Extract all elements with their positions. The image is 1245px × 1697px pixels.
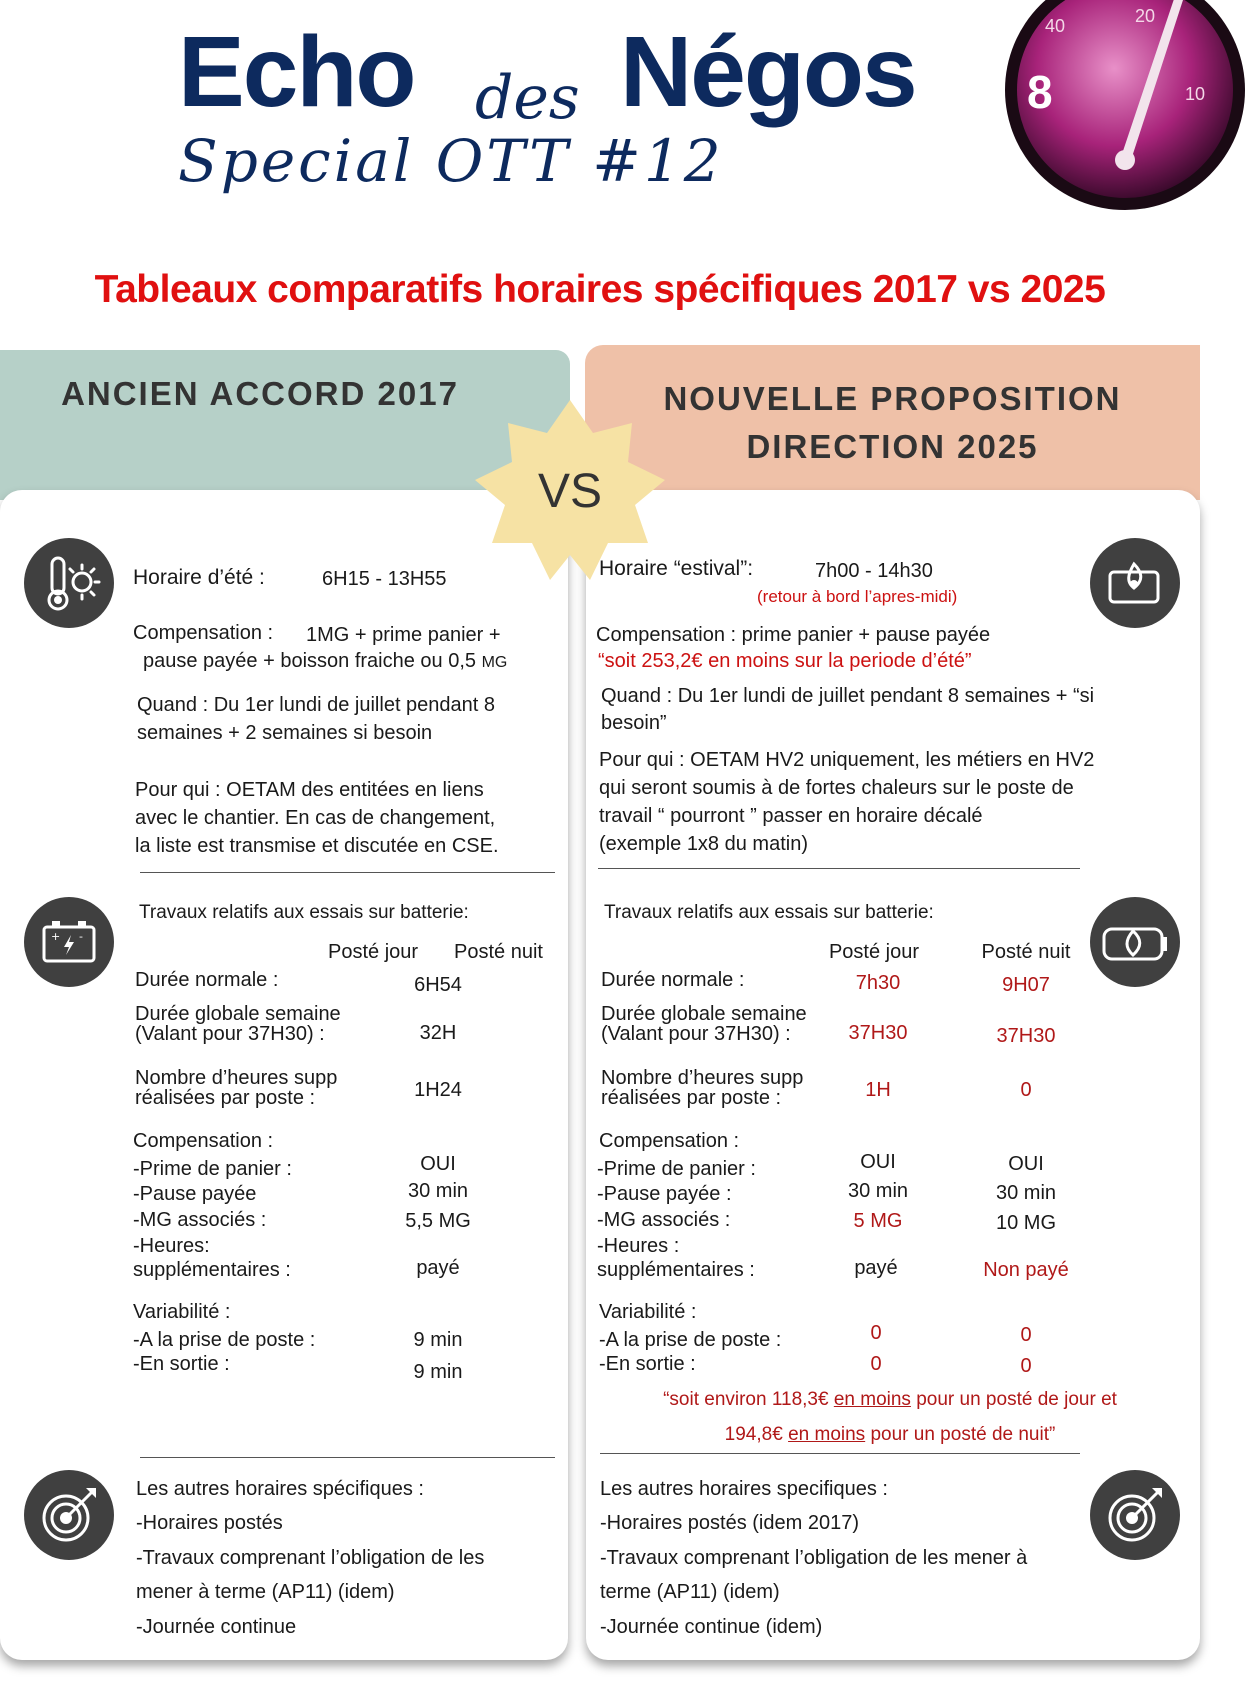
left-ete-comp-label: Compensation : <box>133 622 274 644</box>
right-sortie: -En sortie : <box>599 1353 696 1375</box>
left-hs-2: supplémentaires : <box>133 1259 291 1281</box>
left-autres-item2a: -Travaux comprenant l’obligation de les <box>136 1547 485 1569</box>
left-batt-title: Travaux relatifs aux essais sur batterie: <box>139 902 469 923</box>
right-col-nuit: Posté nuit <box>981 941 1071 963</box>
left-duree-normale: Durée normale : <box>135 969 279 991</box>
main-title: Tableaux comparatifs horaires spécifiques 2017 vs 2025 <box>94 268 1106 311</box>
right-autres-title: Les autres horaires specifiques : <box>600 1478 888 1500</box>
right-prise-nuit: 0 <box>1020 1324 1032 1346</box>
left-duree-globale <box>135 1004 341 1044</box>
right-ete-qui-2: qui seront soumis à de fortes chaleurs sur le poste de <box>599 777 1074 799</box>
right-soit-line1 <box>590 1387 1190 1413</box>
left-autres-item1: -Horaires postés <box>136 1512 283 1534</box>
right-duree-globale-2: (Valant pour 37H30) : <box>601 1023 791 1045</box>
stopwatch-number: 8 <box>1027 66 1053 118</box>
right-ete-qui-1: Pour qui : OETAM HV2 uniquement, les métiers en HV2 <box>599 749 1095 771</box>
right-header-line1: NOUVELLE PROPOSITION <box>663 380 1122 417</box>
right-variabilite: Variabilité : <box>599 1301 697 1323</box>
right-ete-qui-3: travail “ pourront ” passer en horaire décalé <box>599 805 983 827</box>
left-duree-normale-jour: 6H54 <box>414 974 462 996</box>
left-ete-label: Horaire d’été : <box>133 566 265 589</box>
right-soit-2b: en moins <box>788 1424 866 1445</box>
right-hs-2: supplémentaires : <box>597 1259 755 1281</box>
right-autres-item3: -Journée continue (idem) <box>600 1616 823 1638</box>
title-echo: Echo <box>178 16 415 128</box>
left-divider-2 <box>140 1457 555 1458</box>
right-batt-title: Travaux relatifs aux essais sur batterie: <box>604 902 934 923</box>
left-ete-quand-1: Quand : Du 1er lundi de juillet pendant 8 <box>137 694 496 716</box>
right-soit-2c: pour un posté de nuit” <box>865 1424 1056 1445</box>
subtitle-special: Special OTT #12 <box>178 127 724 195</box>
left-duree-globale-1: Durée globale semaine <box>135 1003 341 1025</box>
right-duree-normale-nuit: 9H07 <box>1002 974 1050 996</box>
left-autres-title: Les autres horaires spécifiques : <box>136 1478 424 1500</box>
right-duree-normale-jour: 7h30 <box>855 972 901 994</box>
left-heures-supp-1: Nombre d’heures supp <box>135 1067 338 1089</box>
right-heures-supp-1: Nombre d’heures supp <box>601 1067 804 1089</box>
stopwatch-image <box>1005 0 1245 240</box>
right-duree-globale-jour: 37H30 <box>848 1022 908 1044</box>
right-col-jour: Posté jour <box>828 941 920 963</box>
right-autres-item2b: terme (AP11) (idem) <box>600 1581 780 1603</box>
right-heures-supp-jour: 1H <box>865 1079 891 1101</box>
left-pause: -Pause payée <box>133 1183 257 1205</box>
left-variabilite: Variabilité : <box>133 1301 231 1323</box>
right-hs-1: -Heures : <box>597 1235 680 1257</box>
right-ete-hours: 7h00 - 14h30 <box>815 560 933 582</box>
right-prime: -Prime de panier : <box>597 1158 756 1180</box>
right-pause-nuit: 30 min <box>995 1182 1057 1204</box>
left-heures-supp-2: réalisées par poste : <box>135 1087 316 1109</box>
right-prime-nuit: OUI <box>1008 1153 1044 1175</box>
left-mg-jour: 5,5 MG <box>405 1210 471 1232</box>
right-sortie-nuit: 0 <box>1020 1355 1032 1377</box>
right-pause-jour: 30 min <box>847 1180 909 1202</box>
left-sortie: -En sortie : <box>133 1353 230 1375</box>
right-heures-supp <box>601 1068 803 1108</box>
right-mg-nuit: 10 MG <box>995 1212 1057 1234</box>
left-ete-comp-1: 1MG + prime panier + <box>306 624 501 646</box>
left-pause-jour: 30 min <box>407 1180 469 1202</box>
right-autres-item2a: -Travaux comprenant l’obligation de les mener à <box>600 1547 1028 1569</box>
right-header-line2: DIRECTION 2025 <box>746 428 1039 465</box>
left-ete-comp-mg: MG <box>481 654 508 671</box>
right-prise: -A la prise de poste : <box>599 1329 782 1351</box>
left-duree-globale-2: (Valant pour 37H30) : <box>135 1023 325 1045</box>
right-ete-retour: (retour à bord l’apres-midi) <box>757 587 958 606</box>
right-prime-jour: OUI <box>860 1151 896 1173</box>
svg-text:-: - <box>79 930 83 943</box>
right-duree-globale-nuit: 37H30 <box>996 1025 1056 1047</box>
left-duree-globale-jour: 32H <box>419 1022 457 1044</box>
right-ete-qui-4: (exemple 1x8 du matin) <box>599 833 808 855</box>
left-ete-qui-3: la liste est transmise et discutée en CSE. <box>135 835 499 857</box>
stopwatch-number: 10 <box>1185 84 1206 104</box>
left-sortie-jour: 9 min <box>413 1361 463 1383</box>
stopwatch-number: 40 <box>1045 16 1066 36</box>
right-heures-supp-2: réalisées par poste : <box>601 1087 782 1109</box>
right-mg: -MG associés : <box>597 1209 731 1231</box>
left-heures-supp-jour: 1H24 <box>414 1079 462 1101</box>
right-compensation: Compensation : <box>599 1130 740 1152</box>
title-des: des <box>475 63 580 133</box>
left-col-nuit: Posté nuit <box>454 941 543 963</box>
right-soit-1a: “soit environ 118,3€ <box>663 1389 834 1410</box>
right-autres-item1: -Horaires postés (idem 2017) <box>600 1512 859 1534</box>
left-ete-quand-2: semaines + 2 semaines si besoin <box>137 722 433 744</box>
right-duree-globale <box>601 1004 807 1044</box>
thermometer-sun-icon <box>24 538 114 628</box>
right-duree-normale: Durée normale : <box>601 969 745 991</box>
right-hs-jour: payé <box>854 1257 898 1279</box>
right-ete-quand-1: Quand : Du 1er lundi de juillet pendant 8 semaines + “si <box>601 685 1095 707</box>
right-divider-1 <box>598 868 1080 869</box>
right-duree-globale-1: Durée globale semaine <box>601 1003 807 1025</box>
left-autres-item2b: mener à terme (AP11) (idem) <box>136 1581 395 1603</box>
right-ete-comp: Compensation : prime panier + pause payée <box>596 624 991 646</box>
left-prime-jour: OUI <box>420 1153 456 1175</box>
right-hs-nuit: Non payé <box>983 1259 1069 1281</box>
svg-text:+: + <box>51 930 61 943</box>
left-hs-jour: payé <box>416 1257 460 1279</box>
left-col-jour: Posté jour <box>328 941 419 963</box>
right-ete-label: Horaire “estival”: <box>599 557 754 580</box>
battery-fire-icon <box>1090 897 1180 987</box>
right-prise-jour: 0 <box>870 1322 882 1344</box>
left-prise: -A la prise de poste : <box>133 1329 316 1351</box>
left-ete-comp-2 <box>143 648 507 676</box>
right-pause: -Pause payée : <box>597 1183 732 1205</box>
left-header-title: ANCIEN ACCORD 2017 <box>61 375 459 412</box>
left-prime: -Prime de panier : <box>133 1158 292 1180</box>
left-divider-1 <box>140 872 555 873</box>
right-ete-quand-2: besoin” <box>601 712 667 734</box>
left-ete-hours: 6H15 - 13H55 <box>322 568 447 590</box>
right-soit-line2 <box>590 1422 1190 1448</box>
left-ete-qui-2: avec le chantier. En cas de changement, <box>135 807 496 829</box>
right-divider-2 <box>600 1453 1080 1454</box>
left-heures-supp <box>135 1068 337 1108</box>
left-autres-item3: -Journée continue <box>136 1616 297 1638</box>
right-sortie-jour: 0 <box>870 1353 882 1375</box>
target-icon <box>1090 1470 1180 1560</box>
left-ete-qui-1: Pour qui : OETAM des entitées en liens <box>135 779 484 801</box>
left-hs-1: -Heures: <box>133 1235 210 1257</box>
vs-text: VS <box>537 465 603 518</box>
right-soit-2a: 194,8€ <box>724 1424 789 1445</box>
left-compensation: Compensation : <box>133 1130 274 1152</box>
battery-icon <box>24 897 114 987</box>
right-soit-1b: en moins <box>833 1389 911 1410</box>
left-ete-comp-2-text: pause payée + boisson fraiche ou 0,5 <box>143 650 477 672</box>
right-heures-supp-nuit: 0 <box>1020 1079 1032 1101</box>
left-mg: -MG associés : <box>133 1209 267 1231</box>
left-prise-jour: 9 min <box>413 1329 463 1351</box>
target-icon <box>24 1470 114 1560</box>
right-ete-soit: “soit 253,2€ en moins sur la periode d’été” <box>598 650 972 672</box>
right-header-title <box>585 375 1200 471</box>
stopwatch-number: 20 <box>1135 6 1156 26</box>
title-negos: Négos <box>620 16 916 128</box>
hot-document-icon <box>1090 538 1180 628</box>
right-soit-1c: pour un posté de jour et <box>910 1389 1117 1410</box>
right-mg-jour: 5 MG <box>853 1210 903 1232</box>
